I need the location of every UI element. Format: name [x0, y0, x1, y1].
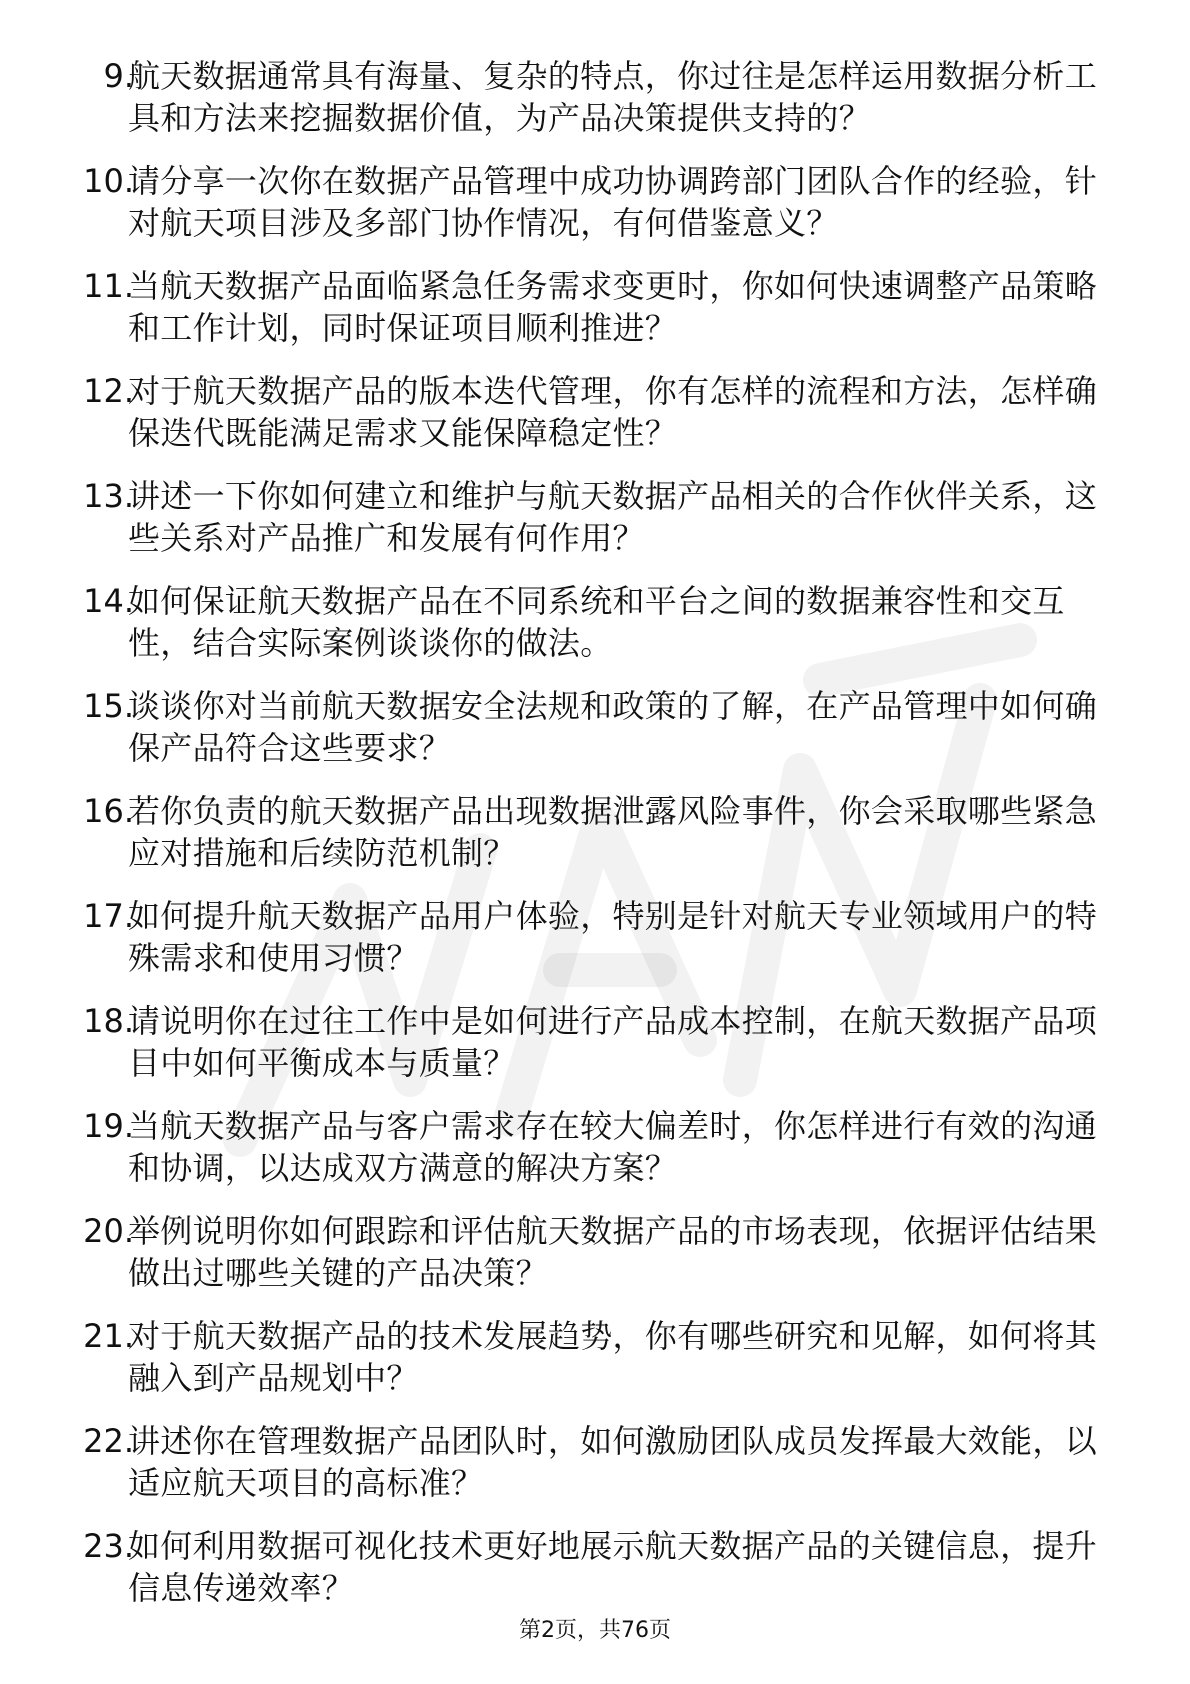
- question-item: [0, 1525, 1190, 1630]
- question-number: 22.: [83, 1422, 134, 1460]
- question-number: 20.: [83, 1212, 134, 1250]
- question-number: 11.: [83, 267, 134, 305]
- question-text: 如何利用数据可视化技术更好地展示航天数据产品的关键信息，提升信息传递效率？: [128, 1527, 1098, 1607]
- question-number: 17.: [83, 897, 134, 935]
- question-number: 21.: [83, 1317, 134, 1355]
- question-item: [0, 265, 1190, 370]
- question-item: [0, 1105, 1190, 1210]
- question-item: [0, 160, 1190, 265]
- question-text: 航天数据通常具有海量、复杂的特点，你过往是怎样运用数据分析工具和方法来挖掘数据价值，为产品决策提供支持的？: [128, 57, 1098, 137]
- question-item: [0, 895, 1190, 1000]
- question-number: 9.: [103, 57, 134, 95]
- question-text: 对于航天数据产品的版本迭代管理，你有怎样的流程和方法，怎样确保迭代既能满足需求又能保障稳定性？: [128, 372, 1098, 452]
- question-number: 19.: [83, 1107, 134, 1145]
- question-item: [0, 1315, 1190, 1420]
- question-item: [0, 790, 1190, 895]
- page-footer: [0, 1616, 1190, 1646]
- question-text: 如何提升航天数据产品用户体验，特别是针对航天专业领域用户的特殊需求和使用习惯？: [128, 897, 1098, 977]
- question-item: [0, 580, 1190, 685]
- page-number-label: 第2页，共76页: [519, 1618, 671, 1643]
- question-number: 23.: [83, 1527, 134, 1565]
- question-item: [0, 370, 1190, 475]
- question-text: 举例说明你如何跟踪和评估航天数据产品的市场表现，依据评估结果做出过哪些关键的产品决策？: [128, 1212, 1098, 1292]
- question-number: 15.: [83, 687, 134, 725]
- question-text: 讲述你在管理数据产品团队时，如何激励团队成员发挥最大效能，以适应航天项目的高标准？: [128, 1422, 1098, 1502]
- question-item: [0, 685, 1190, 790]
- question-text: 讲述一下你如何建立和维护与航天数据产品相关的合作伙伴关系，这些关系对产品推广和发展有何作用？: [128, 477, 1098, 557]
- question-number: 16.: [83, 792, 134, 830]
- question-text: 谈谈你对当前航天数据安全法规和政策的了解，在产品管理中如何确保产品符合这些要求？: [128, 687, 1098, 767]
- question-number: 10.: [83, 162, 134, 200]
- question-number: 14.: [83, 582, 134, 620]
- question-text: 请分享一次你在数据产品管理中成功协调跨部门团队合作的经验，针对航天项目涉及多部门协作情况，有何借鉴意义？: [128, 162, 1098, 242]
- question-text: 对于航天数据产品的技术发展趋势，你有哪些研究和见解，如何将其融入到产品规划中？: [128, 1317, 1098, 1397]
- question-text: 当航天数据产品面临紧急任务需求变更时，你如何快速调整产品策略和工作计划，同时保证项目顺利推进？: [128, 267, 1098, 347]
- question-list: [0, 55, 1190, 1630]
- question-text: 如何保证航天数据产品在不同系统和平台之间的数据兼容性和交互性，结合实际案例谈谈你的做法。: [128, 582, 1065, 662]
- question-item: [0, 55, 1190, 160]
- question-text: 当航天数据产品与客户需求存在较大偏差时，你怎样进行有效的沟通和协调，以达成双方满意的解决方案？: [128, 1107, 1098, 1187]
- question-item: [0, 475, 1190, 580]
- question-number: 12.: [83, 372, 134, 410]
- question-item: [0, 1420, 1190, 1525]
- question-number: 18.: [83, 1002, 134, 1040]
- question-text: 请说明你在过往工作中是如何进行产品成本控制，在航天数据产品项目中如何平衡成本与质量？: [128, 1002, 1098, 1082]
- question-item: [0, 1000, 1190, 1105]
- question-number: 13.: [83, 477, 134, 515]
- question-item: [0, 1210, 1190, 1315]
- question-text: 若你负责的航天数据产品出现数据泄露风险事件，你会采取哪些紧急应对措施和后续防范机制？: [128, 792, 1098, 872]
